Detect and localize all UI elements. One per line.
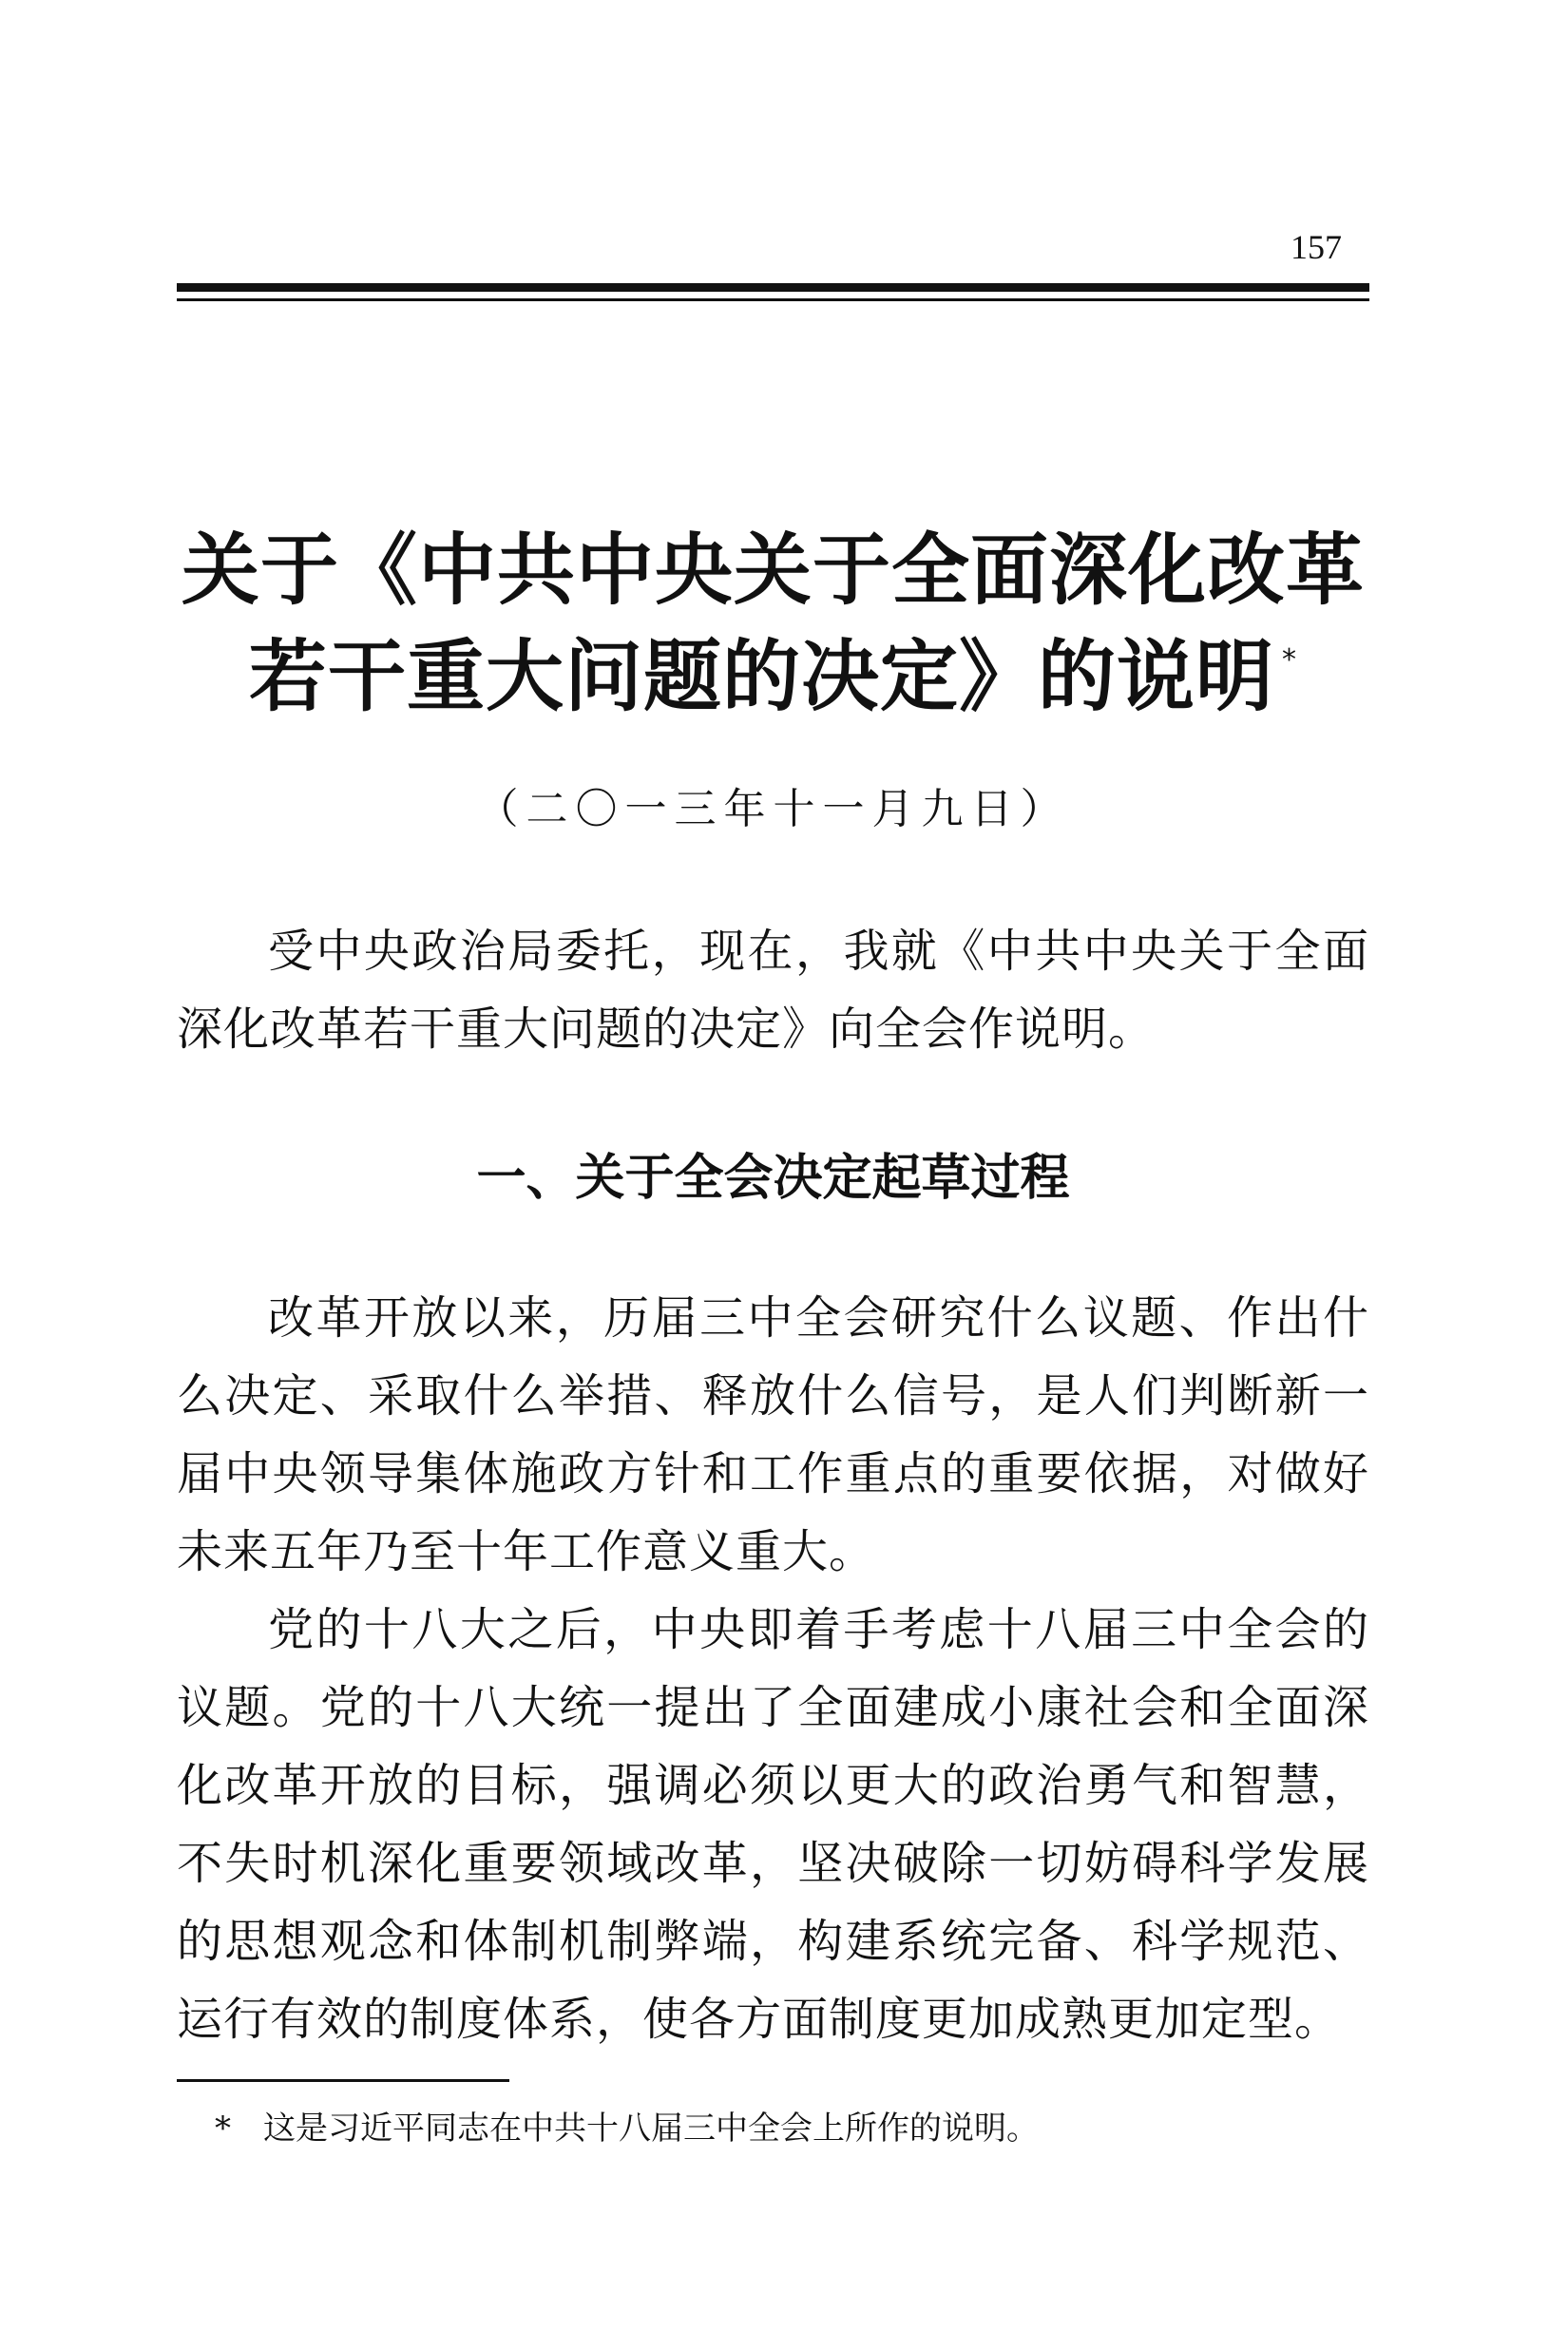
speech-date: （二〇一三年十一月九日） (476, 785, 1070, 833)
footnote (215, 2108, 1039, 2149)
body-paragraph-2: 党的十八大之后，中央即着手考虑十八届三中全会的议题。党的十八大统一提出了全面建成小康社会和全面深化改革开放的目标，强调必须以更大的政治勇气和智慧，不失时机深化重要领域改革，坚决破除一切妨碍科学发展的思想观念和体制机制弊端，构建系统完备、科学规范、运行有效的制度体系，使各方面制度更加成熟更加定型。 (177, 1603, 1369, 2046)
title-line-2: 若干重大问题的决定》的说明 (248, 632, 1274, 722)
body-paragraph-1: 改革开放以来，历届三中全会研究什么议题、作出什么决定、采取什么举措、释放什么信号，是人们判断新一届中央领导集体施政方针和工作重点的重要依据，对做好未来五年乃至十年工作意义重大。 (177, 1291, 1369, 1578)
document-title (177, 518, 1369, 731)
footnote-text: 这是习近平同志在中共十八届三中全会上所作的说明。 (263, 2110, 1039, 2148)
header-rule-thick (177, 283, 1369, 292)
title-footnote-mark: * (1282, 643, 1297, 677)
header-rule-thin (177, 298, 1369, 301)
title-line-1: 关于《中共中央关于全面深化改革 (181, 525, 1365, 616)
title-line-2-wrapper (177, 624, 1369, 731)
intro-block (177, 912, 1369, 1068)
section-heading: 一、关于全会决定起草过程 (476, 1150, 1070, 1207)
intro-paragraph: 受中央政治局委托，现在，我就《中共中央关于全面深化改革若干重大问题的决定》向全会作说明。 (177, 925, 1369, 1056)
footnote-rule (177, 2079, 509, 2082)
footnote-mark: * (215, 2110, 231, 2148)
page-number: 157 (1291, 228, 1342, 266)
section-body (177, 1279, 1369, 2058)
